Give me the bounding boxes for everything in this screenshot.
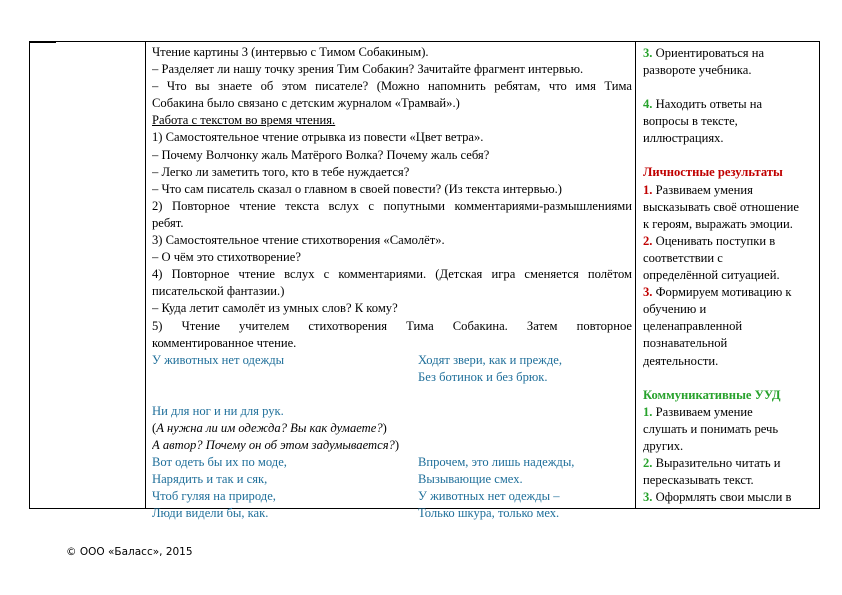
- poem-line: Без ботинок и без брюк.: [418, 369, 548, 384]
- personal-item-3: 3. Формируем мотивацию к: [643, 285, 792, 300]
- poem-line: У животных нет одежды: [152, 352, 285, 367]
- personal-item-1: 1. Развиваем умения: [643, 182, 753, 197]
- poem-row: [152, 505, 632, 522]
- poem-stanza-1: [152, 352, 632, 420]
- question-line: (А нужна ли им одежда? Вы как думаете?): [152, 420, 387, 435]
- text-line: писательской фантазии.): [152, 284, 285, 299]
- text-line: – Что вы знаете об этом писателе? (Можно напомнить ребятам, что имя Тима: [152, 79, 632, 94]
- poem-line: [152, 369, 418, 386]
- comm-item-1: 1. Развиваем умение: [643, 404, 753, 419]
- text-line: 2) Повторное чтение текста вслух с попутными комментариями-размышлениями: [152, 198, 632, 213]
- table-top-mark: [29, 41, 56, 43]
- poem-row: [152, 352, 632, 369]
- text-line: 1) Самостоятельное чтение отрывка из повести «Цвет ветра».: [152, 130, 484, 145]
- personal-results-heading: Личностные результаты: [643, 165, 783, 180]
- text-line: – О чём это стихотворение?: [152, 250, 301, 265]
- text-line: слушать и понимать речь: [643, 421, 779, 436]
- poem-row: [152, 403, 632, 420]
- text-line: – Что сам писатель сказал о главном в своей повести? (Из текста интервью.): [152, 181, 563, 196]
- text-line: определённой ситуацией.: [643, 268, 780, 283]
- table-divider-2: [635, 42, 636, 508]
- text-line: – Куда летит самолёт из умных слов? К кому?: [152, 301, 398, 316]
- text-line: пересказывать текст.: [643, 473, 754, 488]
- comm-item-2: 2. Выразительно читать и: [643, 455, 781, 470]
- poem-line: У животных нет одежды –: [418, 489, 560, 504]
- poem-row: [152, 454, 632, 471]
- poem-line: Только шкура, только мех.: [418, 506, 560, 521]
- poem-line: Впрочем, это лишь надежды,: [418, 455, 575, 470]
- text-line: к героям, выражать эмоции.: [643, 216, 793, 231]
- poem-row: [152, 488, 632, 505]
- text-line: – Разделяет ли нашу точку зрения Тим Собакин? Зачитайте фрагмент интервью.: [152, 62, 584, 77]
- poem-line: Вызывающие смех.: [418, 472, 523, 487]
- text-line: 3) Самостоятельное чтение стихотворения «Самолёт».: [152, 233, 445, 248]
- copyright-footer: © ООО «Баласс», 2015: [66, 546, 193, 558]
- poem-row: [152, 369, 632, 386]
- text-line: соответствии с: [643, 250, 723, 265]
- text-line: Чтение картины 3 (интервью с Тимом Собакиным).: [152, 45, 429, 59]
- personal-item-2: 2. Оценивать поступки в: [643, 233, 776, 248]
- comm-item-3: 3. Оформлять свои мысли в: [643, 490, 792, 505]
- text-line: деятельности.: [643, 353, 719, 368]
- table-border-left: [29, 42, 30, 508]
- item-4-cont: иллюстрациях.: [643, 131, 724, 146]
- item-3: 3. Ориентироваться на: [643, 46, 765, 60]
- text-line: целенаправленной: [643, 319, 743, 334]
- text-line: познавательной: [643, 336, 728, 351]
- poem-line: Ни для ног и ни для рук.: [152, 403, 284, 418]
- question-line: А автор? Почему он об этом задумывается?): [152, 438, 400, 453]
- text-line: 4) Повторное чтение вслух с комментариями. (Детская игра сменяется полётом: [152, 267, 632, 282]
- text-line: 5) Чтение учителем стихотворения Тима Собакина. Затем повторное: [152, 318, 632, 333]
- lesson-table: [29, 41, 820, 521]
- text-line: Собакина было связано с детским журналом «Трамвай».): [152, 96, 460, 111]
- results-column: [643, 45, 817, 506]
- poem-row: [152, 471, 632, 488]
- table-divider-1: [145, 42, 146, 508]
- text-line: – Почему Волчонку жаль Матёрого Волка? Почему жаль себя?: [152, 147, 490, 162]
- item-4: 4. Находить ответы на: [643, 97, 763, 112]
- communicative-heading: Коммуникативные УУД: [643, 387, 781, 402]
- table-border-right: [819, 42, 820, 508]
- text-line: комментированное чтение.: [152, 335, 297, 350]
- text-line: других.: [643, 438, 684, 453]
- lesson-content-column: [152, 44, 632, 523]
- poem-line: Нарядить и так и сяк,: [152, 472, 268, 487]
- poem-line: Ходят звери, как и прежде,: [418, 352, 563, 367]
- poem-line: Вот одеть бы их по моде,: [152, 455, 287, 470]
- text-line: высказывать своё отношение: [643, 199, 799, 214]
- section-heading: Работа с текстом во время чтения.: [152, 113, 336, 128]
- text-line: обучению и: [643, 302, 707, 317]
- text-line: – Легко ли заметить того, кто в тебе нуждается?: [152, 164, 410, 179]
- poem-line: Люди видели бы, как.: [152, 506, 269, 521]
- item-3-cont: развороте учебника.: [643, 63, 752, 78]
- text-line: ребят.: [152, 215, 184, 230]
- poem-stanza-2: [152, 454, 632, 522]
- poem-line: Чтоб гуляя на природе,: [152, 489, 276, 504]
- item-4-cont: вопросы в тексте,: [643, 114, 738, 129]
